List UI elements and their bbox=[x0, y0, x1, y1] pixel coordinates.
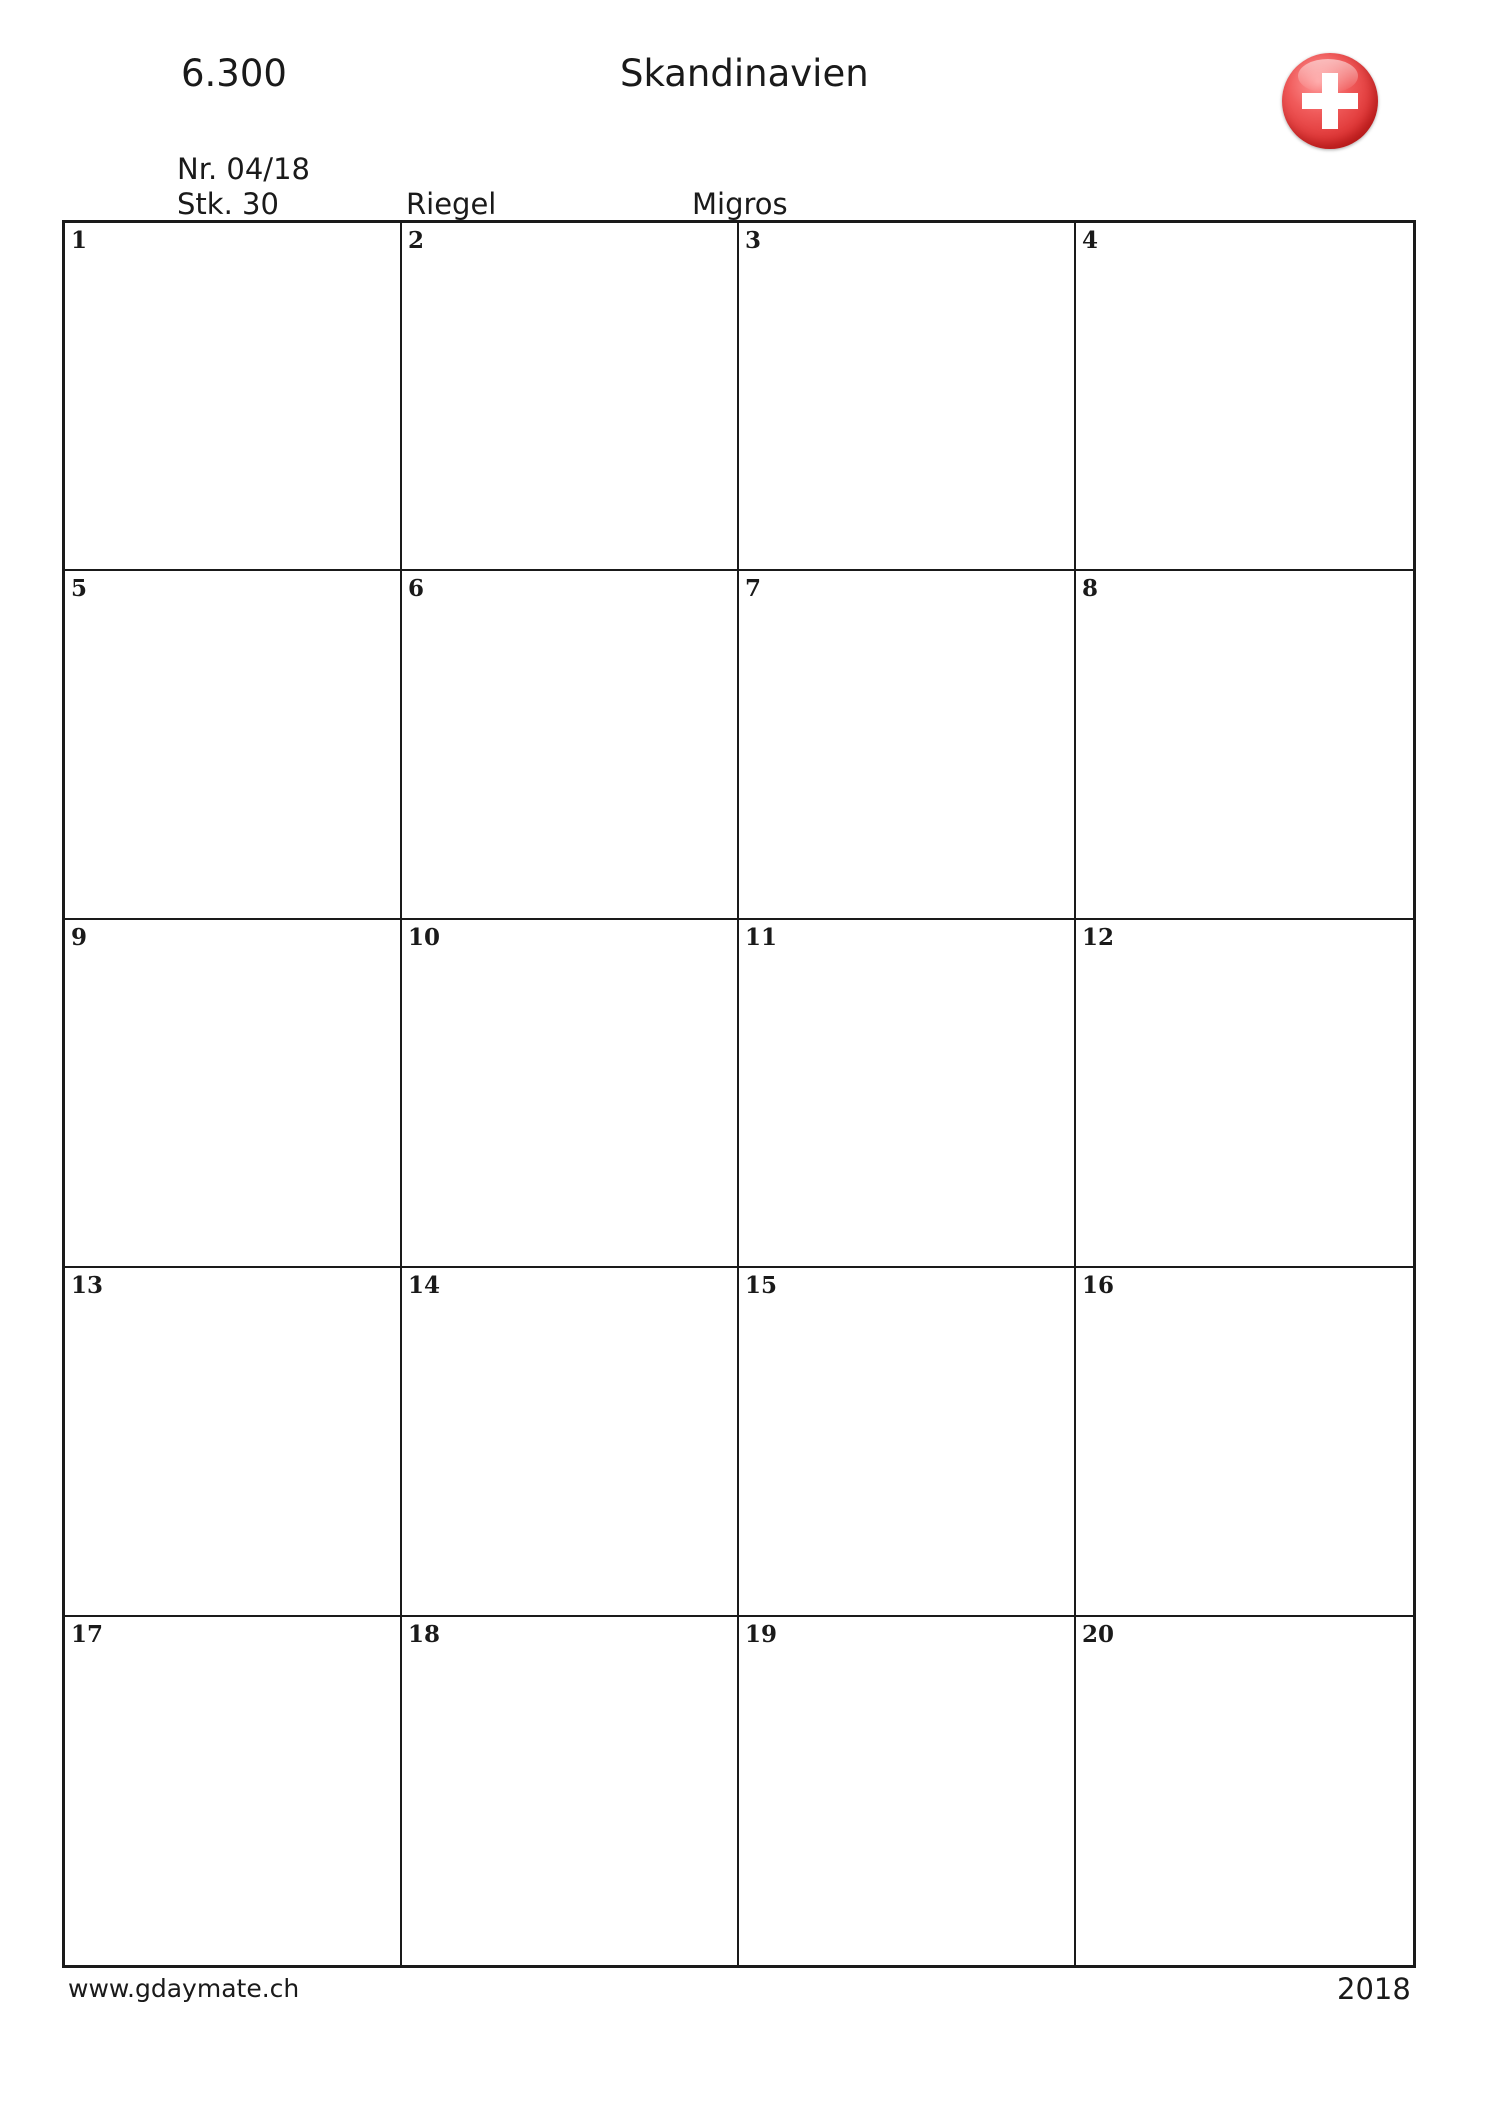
grid-cell[interactable] bbox=[402, 223, 739, 571]
grid-cell[interactable] bbox=[402, 1617, 739, 1965]
grid-cell[interactable] bbox=[65, 1617, 402, 1965]
website-link[interactable]: www.gdaymate.ch bbox=[68, 1974, 300, 2003]
grid-cell[interactable] bbox=[65, 571, 402, 919]
cell-number: 7 bbox=[745, 575, 762, 603]
grid-cell[interactable] bbox=[739, 571, 1076, 919]
cell-number: 16 bbox=[1082, 1272, 1115, 1300]
grid-cell[interactable] bbox=[1076, 1268, 1413, 1616]
grid-cell[interactable] bbox=[402, 1268, 739, 1616]
grid-cell[interactable] bbox=[402, 571, 739, 919]
year-label: 2018 bbox=[1337, 1972, 1411, 2006]
cell-number: 15 bbox=[745, 1272, 778, 1300]
cell-number: 6 bbox=[408, 575, 425, 603]
cell-number: 17 bbox=[71, 1620, 104, 1648]
cell-number: 2 bbox=[408, 227, 425, 254]
cell-number: 8 bbox=[1082, 575, 1099, 603]
cell-number: 4 bbox=[1082, 227, 1099, 254]
cell-number: 19 bbox=[745, 1620, 778, 1648]
product-type: Riegel bbox=[406, 187, 497, 221]
grid-cell[interactable] bbox=[402, 920, 739, 1268]
cell-number: 10 bbox=[408, 923, 441, 951]
cell-number: 11 bbox=[745, 923, 778, 951]
cell-number: 20 bbox=[1082, 1620, 1115, 1648]
grid-cell[interactable] bbox=[739, 1268, 1076, 1616]
cell-number: 1 bbox=[71, 227, 88, 254]
cell-number: 18 bbox=[408, 1620, 441, 1648]
brand-name: Migros bbox=[692, 187, 788, 221]
grid-cell[interactable] bbox=[739, 920, 1076, 1268]
grid-cell[interactable] bbox=[1076, 920, 1413, 1268]
swiss-flag-icon bbox=[1282, 53, 1378, 149]
cell-number: 9 bbox=[71, 923, 88, 951]
issue-number: Nr. 04/18 bbox=[177, 152, 310, 186]
collection-grid bbox=[62, 220, 1416, 1968]
cell-number: 14 bbox=[408, 1272, 441, 1300]
grid-cell[interactable] bbox=[65, 920, 402, 1268]
grid-cell[interactable] bbox=[739, 1617, 1076, 1965]
grid-cell[interactable] bbox=[65, 223, 402, 571]
grid-cell[interactable] bbox=[739, 223, 1076, 571]
page-title: Skandinavien bbox=[620, 52, 869, 95]
cell-number: 12 bbox=[1082, 923, 1115, 951]
cell-number: 13 bbox=[71, 1272, 104, 1300]
cell-number: 3 bbox=[745, 227, 762, 254]
grid-cell[interactable] bbox=[1076, 1617, 1413, 1965]
grid-cell[interactable] bbox=[1076, 571, 1413, 919]
grid-cell[interactable] bbox=[65, 1268, 402, 1616]
catalog-number: 6.300 bbox=[181, 52, 287, 95]
cell-number: 5 bbox=[71, 575, 88, 603]
piece-count: Stk. 30 bbox=[177, 187, 279, 221]
grid-cell[interactable] bbox=[1076, 223, 1413, 571]
